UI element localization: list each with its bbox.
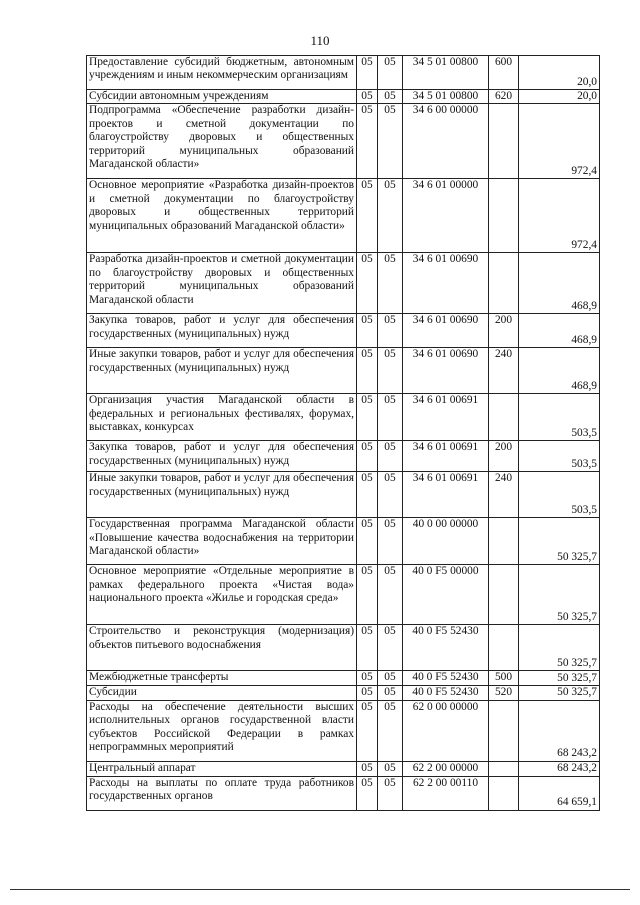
row-csr: 34 6 01 00691 xyxy=(403,394,489,441)
row-csr: 34 6 01 00690 xyxy=(403,314,489,348)
row-name: Субсидии автономным учреждениям xyxy=(87,90,357,104)
row-amount: 468,9 xyxy=(519,314,600,348)
row-csr: 34 6 01 00690 xyxy=(403,253,489,314)
row-amount: 468,9 xyxy=(519,253,600,314)
row-razdel: 05 xyxy=(357,348,378,394)
row-razdel: 05 xyxy=(357,776,378,810)
row-vr: 520 xyxy=(489,686,519,700)
row-razdel: 05 xyxy=(357,394,378,441)
row-csr: 62 2 00 00110 xyxy=(403,776,489,810)
table-row xyxy=(87,441,600,472)
row-podrazdel: 05 xyxy=(378,348,403,394)
row-razdel: 05 xyxy=(357,700,378,761)
row-name: Основное мероприятие «Отдельные мероприятие в рамках федерального проекта «Чистая вода» национального проекта «Жилье и городская среда» xyxy=(87,565,357,625)
row-amount: 50 325,7 xyxy=(519,625,600,671)
row-vr xyxy=(489,104,519,179)
row-vr xyxy=(489,761,519,776)
row-amount: 503,5 xyxy=(519,472,600,518)
row-name: Организация участия Магаданской области в федеральных и региональных фестивалях, форумах, выставках, конкурсах xyxy=(87,394,357,441)
row-razdel: 05 xyxy=(357,565,378,625)
row-razdel: 05 xyxy=(357,253,378,314)
row-vr: 200 xyxy=(489,441,519,472)
row-razdel: 05 xyxy=(357,56,378,90)
row-amount: 68 243,2 xyxy=(519,761,600,776)
row-podrazdel: 05 xyxy=(378,518,403,565)
table-row xyxy=(87,776,600,810)
row-csr: 40 0 F5 52430 xyxy=(403,686,489,700)
row-amount: 50 325,7 xyxy=(519,686,600,700)
table-row xyxy=(87,518,600,565)
table-row xyxy=(87,625,600,671)
row-csr: 34 5 01 00800 xyxy=(403,90,489,104)
row-name: Подпрограмма «Обеспечение разработки дизайн-проектов и сметной документации по благоустройству дворовых и общественных территорий муниципальных образований Магаданской области» xyxy=(87,104,357,179)
row-amount: 20,0 xyxy=(519,56,600,90)
row-name: Предоставление субсидий бюджетным, автономным учреждениям и иным некоммерческим организациям xyxy=(87,56,357,90)
row-amount: 468,9 xyxy=(519,348,600,394)
row-csr: 62 0 00 00000 xyxy=(403,700,489,761)
table-row xyxy=(87,394,600,441)
row-csr: 62 2 00 00000 xyxy=(403,761,489,776)
row-razdel: 05 xyxy=(357,761,378,776)
page-number: 110 xyxy=(310,33,330,48)
row-name: Иные закупки товаров, работ и услуг для обеспечения государственных (муниципальных) нужд xyxy=(87,348,357,394)
row-name: Закупка товаров, работ и услуг для обеспечения государственных (муниципальных) нужд xyxy=(87,441,357,472)
row-podrazdel: 05 xyxy=(378,314,403,348)
row-csr: 34 6 01 00691 xyxy=(403,472,489,518)
row-amount: 50 325,7 xyxy=(519,671,600,686)
row-razdel: 05 xyxy=(357,671,378,686)
row-name: Межбюджетные трансферты xyxy=(87,671,357,686)
row-amount: 972,4 xyxy=(519,179,600,253)
row-csr: 40 0 00 00000 xyxy=(403,518,489,565)
row-podrazdel: 05 xyxy=(378,776,403,810)
row-podrazdel: 05 xyxy=(378,472,403,518)
row-podrazdel: 05 xyxy=(378,565,403,625)
row-razdel: 05 xyxy=(357,90,378,104)
row-podrazdel: 05 xyxy=(378,700,403,761)
row-razdel: 05 xyxy=(357,104,378,179)
row-csr: 34 6 01 00691 xyxy=(403,441,489,472)
row-amount: 20,0 xyxy=(519,90,600,104)
row-csr: 40 0 F5 52430 xyxy=(403,625,489,671)
row-podrazdel: 05 xyxy=(378,179,403,253)
row-vr xyxy=(489,565,519,625)
row-csr: 34 6 01 00690 xyxy=(403,348,489,394)
table-row xyxy=(87,179,600,253)
row-vr: 600 xyxy=(489,56,519,90)
row-razdel: 05 xyxy=(357,625,378,671)
row-name: Субсидии xyxy=(87,686,357,700)
row-vr: 500 xyxy=(489,671,519,686)
row-vr: 200 xyxy=(489,314,519,348)
row-vr xyxy=(489,394,519,441)
row-amount: 503,5 xyxy=(519,394,600,441)
row-razdel: 05 xyxy=(357,441,378,472)
budget-table xyxy=(86,55,600,811)
row-csr: 34 5 01 00800 xyxy=(403,56,489,90)
row-amount: 50 325,7 xyxy=(519,518,600,565)
row-csr: 40 0 F5 52430 xyxy=(403,671,489,686)
row-csr: 34 6 00 00000 xyxy=(403,104,489,179)
row-vr xyxy=(489,179,519,253)
row-name: Расходы на обеспечение деятельности высших исполнительных органов государственной власти субъектов Российской Федерации в рамках непрограммных мероприятий xyxy=(87,700,357,761)
row-name: Основное мероприятие «Разработка дизайн-проектов и сметной документации по благоустройству дворовых и общественных территорий муниципальных образований Магаданской области» xyxy=(87,179,357,253)
table-row xyxy=(87,565,600,625)
table-row xyxy=(87,348,600,394)
row-podrazdel: 05 xyxy=(378,671,403,686)
row-podrazdel: 05 xyxy=(378,90,403,104)
row-name: Центральный аппарат xyxy=(87,761,357,776)
row-vr: 240 xyxy=(489,472,519,518)
row-razdel: 05 xyxy=(357,518,378,565)
table-row xyxy=(87,472,600,518)
row-podrazdel: 05 xyxy=(378,104,403,179)
row-podrazdel: 05 xyxy=(378,56,403,90)
row-razdel: 05 xyxy=(357,686,378,700)
table-row xyxy=(87,671,600,686)
table-row xyxy=(87,90,600,104)
table-row xyxy=(87,104,600,179)
bottom-rule xyxy=(10,889,630,890)
row-vr xyxy=(489,700,519,761)
row-podrazdel: 05 xyxy=(378,625,403,671)
row-razdel: 05 xyxy=(357,179,378,253)
row-amount: 68 243,2 xyxy=(519,700,600,761)
row-vr xyxy=(489,518,519,565)
row-podrazdel: 05 xyxy=(378,253,403,314)
row-name: Государственная программа Магаданской области «Повышение качества водоснабжения на территории Магаданской области» xyxy=(87,518,357,565)
row-csr: 40 0 F5 00000 xyxy=(403,565,489,625)
table-row xyxy=(87,686,600,700)
row-podrazdel: 05 xyxy=(378,394,403,441)
row-vr xyxy=(489,625,519,671)
row-vr xyxy=(489,253,519,314)
table-row xyxy=(87,314,600,348)
table-row xyxy=(87,253,600,314)
row-name: Расходы на выплаты по оплате труда работников государственных органов xyxy=(87,776,357,810)
row-amount: 972,4 xyxy=(519,104,600,179)
row-amount: 64 659,1 xyxy=(519,776,600,810)
row-vr: 240 xyxy=(489,348,519,394)
row-name: Строительство и реконструкция (модернизация) объектов питьевого водоснабжения xyxy=(87,625,357,671)
budget-table-body xyxy=(87,56,600,811)
row-vr: 620 xyxy=(489,90,519,104)
table-row xyxy=(87,700,600,761)
row-podrazdel: 05 xyxy=(378,761,403,776)
row-name: Иные закупки товаров, работ и услуг для обеспечения государственных (муниципальных) нужд xyxy=(87,472,357,518)
table-row xyxy=(87,761,600,776)
row-podrazdel: 05 xyxy=(378,686,403,700)
row-csr: 34 6 01 00000 xyxy=(403,179,489,253)
row-vr xyxy=(489,776,519,810)
row-amount: 50 325,7 xyxy=(519,565,600,625)
row-podrazdel: 05 xyxy=(378,441,403,472)
row-razdel: 05 xyxy=(357,314,378,348)
row-name: Закупка товаров, работ и услуг для обеспечения государственных (муниципальных) нужд xyxy=(87,314,357,348)
row-amount: 503,5 xyxy=(519,441,600,472)
row-razdel: 05 xyxy=(357,472,378,518)
row-name: Разработка дизайн-проектов и сметной документации по благоустройству дворовых и общественных территорий муниципальных образований Магаданской области xyxy=(87,253,357,314)
table-row xyxy=(87,56,600,90)
